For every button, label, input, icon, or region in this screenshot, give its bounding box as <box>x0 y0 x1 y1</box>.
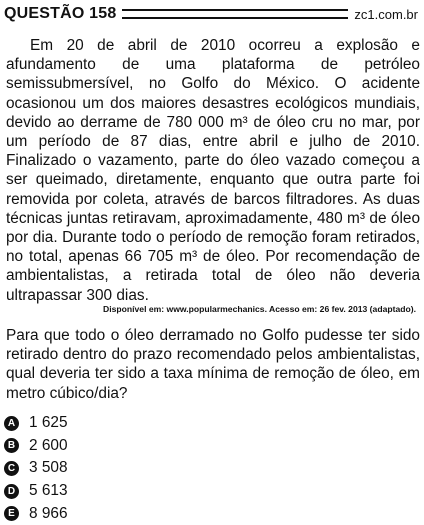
option-d-text: 5 613 <box>29 482 68 500</box>
option-e-text: 8 966 <box>29 504 68 522</box>
option-c-text: 3 508 <box>29 459 68 477</box>
option-d-badge: D <box>4 484 19 499</box>
option-e-badge: E <box>4 506 19 521</box>
question-header <box>4 3 418 25</box>
option-b-badge: B <box>4 438 19 453</box>
passage-paragraph: Em 20 de abril de 2010 ocorreu a explosão e afundamento de uma plataforma de petróleo semissubmersível, no Golfo do México. O acidente ocasionou um dos maiores desastres ecológicos mundiais, devido ao derrame de 780 000 m³ de óleo cru no mar, por um período de 87 dias, entre abril e julho de 2010. Finalizado o vazamento, parte do óleo vazado começou a ser queimado, diretamente, enquanto que outra parte foi removida por coleta, através de barcos filtradores. As duas técnicas juntas retiravam, aproximadamente, 480 m³ de óleo por dia. Durante todo o período de remoção foram retirados, no total, apenas 66 705 m³ de óleo. Por recomendação de ambientalistas, a retirada total de óleo não deveria ultrapassar 300 dias. <box>6 37 420 304</box>
passage-text-block <box>6 36 420 305</box>
option-a[interactable] <box>4 412 68 435</box>
question-text: Para que todo o óleo derramado no Golfo pudesse ter sido retirado dentro do prazo recomendado pelos ambientalistas, qual deveria ter sido a taxa mínima de remoção de óleo, em metro cúbico/dia? <box>6 327 420 402</box>
option-c-badge: C <box>4 461 19 476</box>
option-b-text: 2 600 <box>29 436 68 454</box>
question-stem <box>6 326 420 403</box>
option-e[interactable] <box>4 502 68 525</box>
site-name: zc1.com.br <box>354 6 418 22</box>
option-a-badge: A <box>4 416 19 431</box>
question-number: QUESTÃO 158 <box>4 5 117 22</box>
header-rule <box>122 9 348 19</box>
option-b[interactable] <box>4 435 68 458</box>
option-d[interactable] <box>4 480 68 503</box>
answer-options <box>4 412 68 525</box>
option-a-text: 1 625 <box>29 414 68 432</box>
option-c[interactable] <box>4 457 68 480</box>
source-citation: Disponível em: www.popularmechanics. Acesso em: 26 fev. 2013 (adaptado). <box>103 304 416 314</box>
